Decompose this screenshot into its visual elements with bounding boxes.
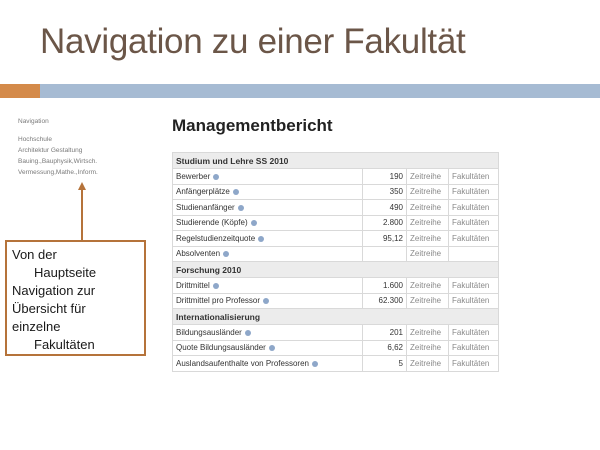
section-header <box>173 309 499 325</box>
metric-label: Bildungsausländer <box>176 327 242 337</box>
table-row <box>173 169 499 185</box>
metric-cell <box>173 293 363 309</box>
metric-cell <box>173 325 363 341</box>
metric-cell <box>173 215 363 231</box>
zeitreihe-link[interactable]: Zeitreihe <box>407 184 449 200</box>
metric-cell <box>173 169 363 185</box>
arrow-line <box>81 188 83 240</box>
table-row <box>173 246 499 262</box>
metric-value <box>363 246 407 262</box>
info-icon[interactable] <box>258 236 264 242</box>
zeitreihe-link[interactable]: Zeitreihe <box>407 231 449 247</box>
metric-cell <box>173 356 363 372</box>
nav-link-architektur[interactable]: Architektur Gestaltung <box>18 147 83 154</box>
fakultaeten-link[interactable]: Fakultäten <box>449 293 499 309</box>
metric-cell <box>173 184 363 200</box>
fakultaeten-link[interactable]: Fakultäten <box>449 215 499 231</box>
nav-link-vermessung[interactable]: Vermessung,Mathe.,Inform. <box>18 169 98 176</box>
info-icon[interactable] <box>312 361 318 367</box>
nav-link-bauing[interactable]: Bauing.,Bauphysik,Wirtsch. <box>18 158 98 165</box>
section-title: Studium und Lehre SS 2010 <box>173 153 499 169</box>
info-icon[interactable] <box>238 205 244 211</box>
metric-value: 190 <box>363 169 407 185</box>
table-row <box>173 356 499 372</box>
info-icon[interactable] <box>233 189 239 195</box>
fakultaeten-link[interactable]: Fakultäten <box>449 184 499 200</box>
fakultaeten-link[interactable]: Fakultäten <box>449 169 499 185</box>
section-title: Forschung 2010 <box>173 262 499 278</box>
metric-label: Studienanfänger <box>176 202 235 212</box>
table-row <box>173 325 499 341</box>
metric-cell <box>173 246 363 262</box>
metric-label: Absolventen <box>176 249 221 259</box>
report-table <box>172 152 499 372</box>
navigation-panel <box>18 116 148 178</box>
fakultaeten-link[interactable]: Fakultäten <box>449 325 499 341</box>
metric-value: 1.600 <box>363 278 407 294</box>
info-icon[interactable] <box>245 330 251 336</box>
slide-title: Navigation zu einer Fakultät <box>40 22 466 61</box>
callout-box <box>5 240 146 356</box>
callout-line: Übersicht für <box>12 301 86 316</box>
zeitreihe-link[interactable]: Zeitreihe <box>407 246 449 262</box>
section-header <box>173 262 499 278</box>
zeitreihe-link[interactable]: Zeitreihe <box>407 340 449 356</box>
metric-cell <box>173 231 363 247</box>
fakultaeten-link[interactable]: Fakultäten <box>449 340 499 356</box>
decor-bar-orange <box>0 84 40 98</box>
info-icon[interactable] <box>263 298 269 304</box>
fakultaeten-link[interactable]: Fakultäten <box>449 200 499 216</box>
callout-line: einzelne <box>12 319 61 334</box>
metric-label: Drittmittel <box>176 280 210 290</box>
metric-label: Anfängerplätze <box>176 187 230 197</box>
metric-value: 201 <box>363 325 407 341</box>
zeitreihe-link[interactable]: Zeitreihe <box>407 215 449 231</box>
metric-value: 62.300 <box>363 293 407 309</box>
metric-value: 5 <box>363 356 407 372</box>
fakultaeten-link <box>449 246 499 262</box>
zeitreihe-link[interactable]: Zeitreihe <box>407 325 449 341</box>
callout-line: Hauptseite <box>34 265 97 280</box>
metric-value: 2.800 <box>363 215 407 231</box>
metric-label: Auslandsaufenthalte von Professoren <box>176 358 309 368</box>
zeitreihe-link[interactable]: Zeitreihe <box>407 169 449 185</box>
management-report <box>172 116 498 372</box>
metric-label: Drittmittel pro Professor <box>176 296 261 306</box>
callout-line: Navigation zur <box>12 283 96 298</box>
table-row <box>173 184 499 200</box>
fakultaeten-link[interactable]: Fakultäten <box>449 231 499 247</box>
zeitreihe-link[interactable]: Zeitreihe <box>407 278 449 294</box>
info-icon[interactable] <box>213 283 219 289</box>
callout-line: Von der <box>12 247 57 262</box>
metric-label: Bewerber <box>176 171 211 181</box>
decor-bar-blue <box>40 84 600 98</box>
zeitreihe-link[interactable]: Zeitreihe <box>407 200 449 216</box>
metric-label: Regelstudienzeitquote <box>176 233 256 243</box>
metric-cell <box>173 278 363 294</box>
table-row <box>173 215 499 231</box>
section-title: Internationalisierung <box>173 309 499 325</box>
table-row <box>173 293 499 309</box>
navigation-heading: Navigation <box>18 118 49 125</box>
metric-cell <box>173 200 363 216</box>
metric-label: Studierende (Köpfe) <box>176 218 248 228</box>
zeitreihe-link[interactable]: Zeitreihe <box>407 293 449 309</box>
metric-value: 490 <box>363 200 407 216</box>
info-icon[interactable] <box>213 174 219 180</box>
info-icon[interactable] <box>251 220 257 226</box>
callout-line: Fakultäten <box>34 337 95 352</box>
table-row <box>173 340 499 356</box>
report-title: Managementbericht <box>172 116 333 135</box>
zeitreihe-link[interactable]: Zeitreihe <box>407 356 449 372</box>
metric-value: 6,62 <box>363 340 407 356</box>
section-header <box>173 153 499 169</box>
table-row <box>173 278 499 294</box>
metric-label: Quote Bildungsausländer <box>176 343 266 353</box>
metric-cell <box>173 340 363 356</box>
fakultaeten-link[interactable]: Fakultäten <box>449 356 499 372</box>
metric-value: 350 <box>363 184 407 200</box>
nav-link-hochschule[interactable]: Hochschule <box>18 136 52 143</box>
table-row <box>173 231 499 247</box>
info-icon[interactable] <box>269 345 275 351</box>
metric-value: 95,12 <box>363 231 407 247</box>
fakultaeten-link[interactable]: Fakultäten <box>449 278 499 294</box>
info-icon[interactable] <box>223 251 229 257</box>
table-row <box>173 200 499 216</box>
